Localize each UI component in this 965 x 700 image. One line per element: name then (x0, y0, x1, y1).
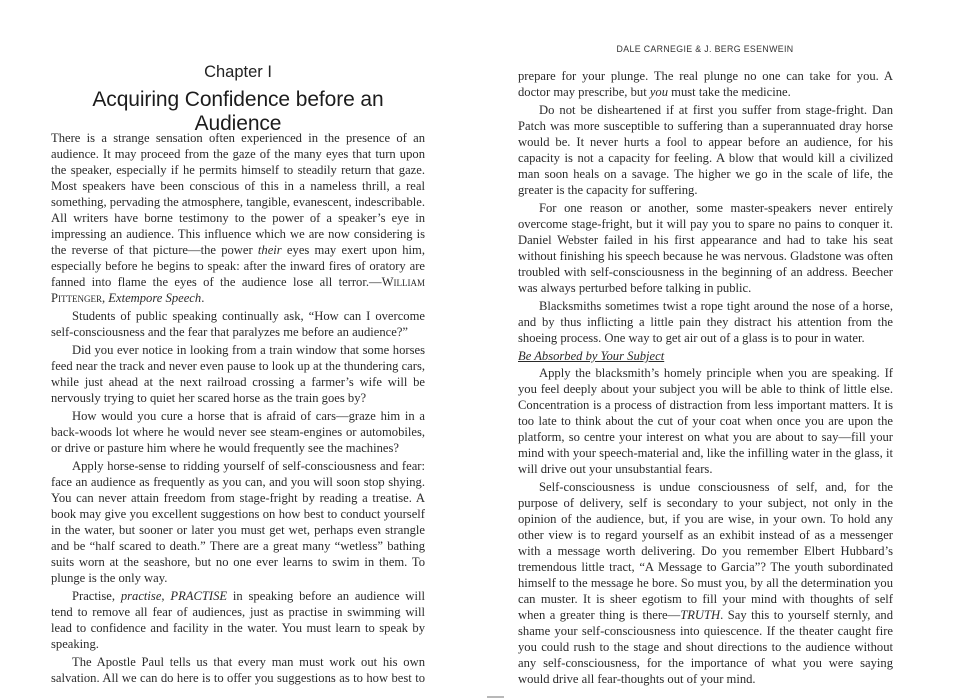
epigraph-separator: , (102, 291, 109, 305)
body-paragraph: Apply the blacksmith’s homely principle when you are speaking. If you feel deeply about your subject you will be able to think of little else. Concentration is a process of distraction from less important matters. It is too late to think about the cut of your coat when once you are upon the platform, so centre your interest on what you are about to say—fill your mind with your speech-material and, like the infilling water in the glass, it will drive out your unsubstantial fears. (518, 366, 893, 476)
practise-text: Practise, (72, 589, 121, 603)
epigraph-paragraph (51, 130, 425, 308)
epigraph-text: There is a strange sensation often experienced in the presence of an audience. It may proceed from the gaze of the many eyes that turn upon the speaker, especially if he permits himself to steadily return that gaze. Most speakers have been conscious of this in a nameless thrill, a real something, pervading the atmosphere, tangible, evanescent, indescribable. All writers have borne testimony to the power of a speaker’s eye in impressing an audience. This influence which we are now considering is the reverse of that picture—the power (51, 131, 425, 257)
practise-text: in speaking before an audience will tend to remove all fear of audiences, just as practise in swimming will lead to confidence and facility in the water. You must learn to speak by speaking. (51, 589, 425, 651)
epigraph-author: William Pittenger (51, 275, 425, 305)
final-text: . Say this to yourself sternly, and shame your self-consciousness into quiescence. If the theater caught fire you could rush to the stage and shout directions to the audience without any self-consciousness, for the importance of what you were saying would drive all fear-thoughts out of your mind. (518, 608, 893, 686)
right-page-body (518, 68, 893, 689)
epigraph-emphasis: their (257, 243, 282, 257)
final-text: Self-consciousness is undue consciousness of self, and, for the purpose of delivery, self is secondary to your subject, not only in the opinion of the audience, but, if you are wise, in your own. To hold any other view is to regard yourself as an exhibit instead of as a messenger with a message worth delivering. Do you remember Elbert Hubbard’s tremendous little tract, “A Message to Garcia”? The youth subordinated himself to the message he bore. So must you, by all the determination you can muster. It is sheer egotism to fill your mind with thoughts of self when a greater thing is there— (518, 480, 893, 622)
epigraph-source: Extempore Speech (108, 291, 202, 305)
continuation-paragraph (518, 68, 893, 102)
chapter-title: Acquiring Confidence before an Audience (92, 88, 384, 135)
continuation-text: must take the medicine. (668, 85, 791, 99)
body-paragraph: For one reason or another, some master-speakers never entirely overcome stage-fright, but it will pay you to spare no pains to conquer it. Daniel Webster failed in his first appearance and had to take his seat without finishing his speech because he was nervous. Gladstone was often troubled with self-consciousness in the beginning of an address. Beecher was always perturbed before talking in public. (518, 201, 893, 295)
body-paragraph: Did you ever notice in looking from a train window that some horses feed near the track and never even pause to look up at the thundering cars, while just ahead at the next railroad crossing a farmer’s wife will be nervously trying to quiet her scared horse as the train goes by? (51, 343, 425, 405)
practise-emphasis: practise (120, 589, 162, 603)
continuation-emphasis: you (649, 85, 669, 99)
body-paragraph: Students of public speaking continually ask, “How can I overcome self-consciousness and the fear that paralyzes me before an audience?” (51, 309, 425, 339)
continuation-text: prepare for your plunge. The real plunge no one can take for you. A doctor may prescribe, but (518, 69, 893, 99)
body-paragraph: Apply horse-sense to ridding yourself of self-consciousness and fear: face an audience as frequently as you can, and you will soon stop shying. You can never attain freedom from stage-fright by reading a treatise. A book may give you excellent suggestions on how best to conduct yourself in the water, but sooner or later you must get wet, perhaps even strangle and be “half scared to death.” There are a great many “wetless” bathing suits worn at the seashore, but no one ever learns to swim in them. To plunge is the only way. (51, 459, 425, 585)
chapter-label: Chapter I (204, 63, 272, 81)
epigraph-text-continued: eyes may exert upon him, especially before he begins to speak: after the inward fires of oratory are fanned into flame the eyes of the audience lose all terror.— (51, 243, 425, 289)
body-paragraph: Blacksmiths sometimes twist a rope tight around the nose of a horse, and by thus inflicting a little pain they distract his attention from the shoeing process. One way to get air out of a glass is to pour in water. (518, 299, 893, 345)
section-subheading: Be Absorbed by Your Subject (518, 349, 665, 363)
practise-emphasis-caps: PRACTISE (170, 589, 228, 603)
final-paragraph (518, 479, 893, 689)
body-paragraph-last: The Apostle Paul tells us that every man must work out his own salvation. All we can do here is to offer you suggestions as to how best to (51, 655, 425, 685)
running-head: DALE CARNEGIE & J. BERG ESENWEIN (616, 44, 794, 54)
page-divider-mark (487, 696, 504, 698)
body-paragraph: Do not be disheartened if at first you suffer from stage-fright. Dan Patch was more susceptible to suffering than a superannuated dray horse would be. It never hurts a fool to appear before an audience, for his capacity is not a capacity for feeling. A blow that would kill a civilized man soon heals on a savage. The higher we go in the scale of life, the greater is the capacity for suffering. (518, 103, 893, 197)
practise-text: , (161, 589, 171, 603)
epigraph-end: . (201, 291, 205, 305)
left-page-body (51, 130, 425, 688)
practise-paragraph (51, 588, 425, 654)
body-paragraph: How would you cure a horse that is afraid of cars—graze him in a back-woods lot where he would never see steam-engines or automobiles, or drive or pasture him where he would frequently see the machines? (51, 409, 425, 455)
final-emphasis: TRUTH (680, 608, 721, 622)
